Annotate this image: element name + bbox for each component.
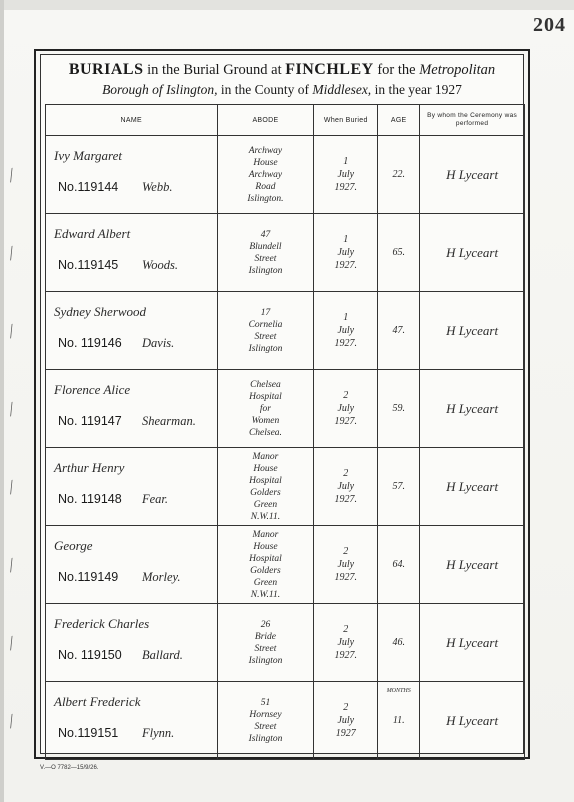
when-buried-cell — [314, 214, 378, 292]
age-value: 65. — [392, 247, 405, 258]
surname: Flynn. — [142, 726, 175, 740]
when-buried-cell — [314, 136, 378, 214]
age-cell — [378, 526, 420, 604]
abode-cell — [217, 526, 314, 604]
ceremony-cell — [420, 136, 525, 214]
given-names: Albert Frederick — [54, 694, 141, 709]
burial-month: July — [337, 715, 355, 726]
age-value: 64. — [392, 559, 405, 570]
name-cell — [46, 136, 218, 214]
burial-day: 2 — [343, 546, 349, 557]
name-cell — [46, 448, 218, 526]
burial-number: No.119149 — [58, 570, 119, 584]
abode-cell — [217, 604, 314, 682]
abode-line: Hospital — [249, 475, 282, 486]
abode-line: N.W.11. — [250, 589, 281, 600]
burial-day: 2 — [343, 390, 349, 401]
name-cell — [46, 604, 218, 682]
table-header-row — [46, 105, 525, 136]
abode-line: Islington. — [247, 193, 284, 204]
surname: Fear. — [142, 492, 169, 506]
table-row — [46, 214, 525, 292]
abode-line: Cornelia — [248, 319, 283, 330]
title-islington: Islington, — [166, 82, 218, 97]
header-when-buried: When Buried — [314, 105, 378, 136]
age-value: 47. — [392, 325, 405, 336]
abode-line: 17 — [260, 307, 271, 318]
burial-day: 2 — [343, 468, 349, 479]
burial-year: 1927 — [335, 728, 356, 739]
abode-cell — [217, 136, 314, 214]
table-row — [46, 448, 525, 526]
abode-line: Green — [253, 499, 278, 510]
abode-line: Hospital — [249, 391, 282, 402]
abode-line: Golders — [250, 487, 281, 498]
margin-check-mark: ∕ — [4, 243, 18, 263]
abode-cell — [217, 682, 314, 760]
table-row — [46, 682, 525, 760]
title-borough-of: Borough of — [102, 82, 163, 97]
title-metropolitan: Metropolitan — [419, 62, 496, 78]
given-names: Frederick Charles — [54, 616, 150, 631]
scan-top-edge — [0, 0, 574, 10]
header-age: AGE — [378, 105, 420, 136]
title-line-1 — [46, 60, 518, 80]
burial-year: 1927. — [334, 260, 358, 271]
age-cell — [378, 448, 420, 526]
officiant-signature: H Lyceart — [446, 478, 499, 494]
abode-line: House — [253, 541, 278, 552]
age-value: 59. — [392, 403, 405, 414]
page-number: 204 — [533, 14, 566, 36]
title-text-year: in the year — [374, 82, 432, 97]
officiant-signature: H Lyceart — [446, 322, 499, 338]
abode-line: Street — [254, 721, 277, 732]
age-value: 57. — [392, 481, 405, 492]
abode-line: Hornsey — [249, 709, 282, 720]
title-text-ground: in the Burial Ground at — [147, 62, 282, 78]
officiant-signature: H Lyceart — [446, 556, 499, 572]
abode-line: Chelsea — [250, 379, 281, 390]
ceremony-cell — [420, 682, 525, 760]
age-cell — [378, 682, 420, 760]
abode-line: Street — [254, 331, 277, 342]
burial-month: July — [337, 247, 355, 258]
burial-number: No.119144 — [58, 180, 119, 194]
name-cell — [46, 292, 218, 370]
abode-line: 51 — [260, 697, 271, 708]
header-ceremony: By whom the Ceremony was performed — [420, 105, 525, 136]
abode-line: Chelsea. — [248, 427, 282, 438]
margin-check-mark: ∕ — [4, 399, 18, 419]
burial-month: July — [337, 169, 355, 180]
burial-day: 2 — [343, 702, 349, 713]
name-cell — [46, 370, 218, 448]
margin-check-mark: ∕ — [4, 477, 18, 497]
abode-line: Manor — [252, 451, 279, 462]
table-row — [46, 136, 525, 214]
given-names: Edward Albert — [54, 226, 131, 241]
officiant-signature: H Lyceart — [446, 244, 499, 260]
burial-month: July — [337, 481, 355, 492]
burial-number: No. 119150 — [58, 648, 122, 662]
abode-line: Women — [251, 415, 280, 426]
burial-month: July — [337, 403, 355, 414]
surname: Ballard. — [142, 648, 183, 662]
header-abode: ABODE — [217, 105, 314, 136]
when-buried-cell — [314, 292, 378, 370]
ceremony-cell — [420, 370, 525, 448]
surname: Woods. — [142, 258, 179, 272]
abode-line: Road — [255, 181, 276, 192]
register-title — [46, 60, 518, 100]
abode-line: Street — [254, 643, 277, 654]
burial-year: 1927. — [334, 572, 358, 583]
burial-register-table — [45, 104, 525, 760]
abode-line: Islington — [248, 265, 283, 276]
title-place: FINCHLEY — [285, 61, 374, 78]
table-row — [46, 370, 525, 448]
abode-line: Green — [253, 577, 278, 588]
abode-line: Bride — [254, 631, 276, 642]
abode-line: Archway — [248, 145, 283, 156]
abode-cell — [217, 214, 314, 292]
abode-line: Manor — [252, 529, 279, 540]
burial-month: July — [337, 325, 355, 336]
age-value: 11. — [392, 715, 405, 726]
age-unit-note: MONTHS — [386, 688, 411, 694]
burial-number: No. 119148 — [58, 492, 122, 506]
officiant-signature: H Lyceart — [446, 166, 499, 182]
abode-line: House — [253, 463, 278, 474]
burial-number: No.119151 — [58, 726, 119, 740]
abode-line: Golders — [250, 565, 281, 576]
margin-check-mark: ∕ — [4, 165, 18, 185]
abode-line: N.W.11. — [250, 511, 281, 522]
title-burials: BURIALS — [68, 61, 144, 78]
burial-day: 1 — [343, 156, 349, 167]
abode-cell — [217, 292, 314, 370]
title-text-for: for the — [377, 62, 416, 78]
burial-year: 1927. — [334, 494, 358, 505]
abode-line: Islington — [248, 733, 283, 744]
surname: Shearman. — [142, 414, 196, 428]
age-cell — [378, 136, 420, 214]
abode-line: Hospital — [249, 553, 282, 564]
abode-line: Archway — [248, 169, 283, 180]
abode-line: Islington — [248, 655, 283, 666]
print-footer: V.—O 7782—15/9/26. — [40, 765, 99, 771]
when-buried-cell — [314, 682, 378, 760]
header-name: NAME — [46, 105, 218, 136]
burial-day: 1 — [343, 312, 349, 323]
abode-line: 26 — [260, 619, 271, 630]
table-row — [46, 526, 525, 604]
margin-check-mark: ∕ — [4, 321, 18, 341]
age-cell — [378, 214, 420, 292]
officiant-signature: H Lyceart — [446, 634, 499, 650]
given-names: Ivy Margaret — [54, 148, 122, 163]
burial-number: No. 119147 — [58, 414, 122, 428]
age-value: 22. — [392, 169, 405, 180]
burial-month: July — [337, 559, 355, 570]
given-names: Florence Alice — [54, 382, 131, 397]
given-names: Arthur Henry — [54, 460, 125, 475]
abode-line: Street — [254, 253, 277, 264]
when-buried-cell — [314, 526, 378, 604]
title-line-2 — [46, 80, 518, 100]
burial-year: 1927. — [334, 182, 358, 193]
abode-cell — [217, 370, 314, 448]
burial-year: 1927. — [334, 416, 358, 427]
margin-check-mark: ∕ — [4, 633, 18, 653]
burial-day: 2 — [343, 624, 349, 635]
abode-line: for — [259, 403, 271, 414]
age-value: 46. — [392, 637, 405, 648]
title-middlesex: Middlesex, — [312, 82, 372, 97]
name-cell — [46, 682, 218, 760]
burial-number: No.119145 — [58, 258, 119, 272]
table-row — [46, 604, 525, 682]
burial-month: July — [337, 637, 355, 648]
burial-day: 1 — [343, 234, 349, 245]
name-cell — [46, 526, 218, 604]
abode-line: Blundell — [249, 241, 282, 252]
burial-year: 1927. — [334, 650, 358, 661]
ceremony-cell — [420, 448, 525, 526]
ceremony-cell — [420, 526, 525, 604]
ceremony-cell — [420, 604, 525, 682]
title-year: 1927 — [434, 82, 462, 97]
abode-line: 47 — [260, 229, 271, 240]
surname: Webb. — [142, 180, 173, 194]
given-names: George — [54, 538, 93, 553]
table-row — [46, 292, 525, 370]
burial-year: 1927. — [334, 338, 358, 349]
age-cell — [378, 370, 420, 448]
when-buried-cell — [314, 448, 378, 526]
scan-left-edge — [0, 0, 4, 802]
surname: Morley. — [142, 570, 181, 584]
burial-number: No. 119146 — [58, 336, 122, 350]
surname: Davis. — [142, 336, 175, 350]
abode-line: House — [253, 157, 278, 168]
ceremony-cell — [420, 292, 525, 370]
when-buried-cell — [314, 604, 378, 682]
abode-cell — [217, 448, 314, 526]
officiant-signature: H Lyceart — [446, 400, 499, 416]
ceremony-cell — [420, 214, 525, 292]
margin-check-mark: ∕ — [4, 555, 18, 575]
officiant-signature: H Lyceart — [446, 712, 499, 728]
margin-check-mark: ∕ — [4, 711, 18, 731]
given-names: Sydney Sherwood — [54, 304, 147, 319]
abode-line: Islington — [248, 343, 283, 354]
title-text-county: in the County of — [220, 82, 309, 97]
age-cell — [378, 292, 420, 370]
when-buried-cell — [314, 370, 378, 448]
name-cell — [46, 214, 218, 292]
age-cell — [378, 604, 420, 682]
